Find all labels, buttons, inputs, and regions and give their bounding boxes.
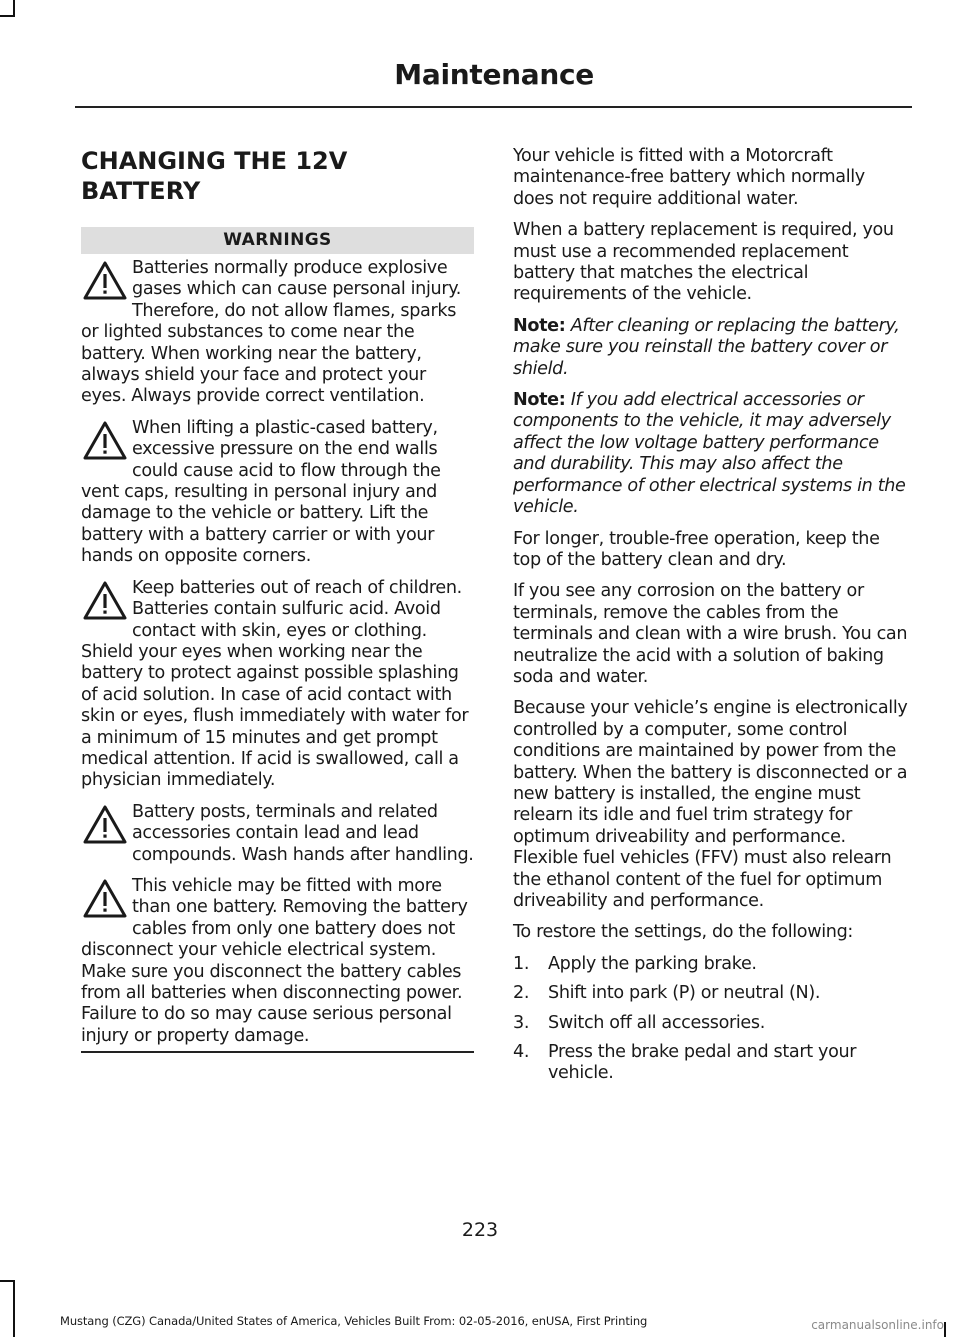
warnings-heading: WARNINGS — [81, 227, 474, 254]
note-text: If you add electrical accessories or components to the vehicle, it may adversely affect the low voltage battery performance and durability. This may also affect the performance of other electrical systems in the vehicle. — [513, 390, 906, 518]
warning-item — [81, 876, 474, 1047]
left-column — [81, 146, 474, 1053]
list-text: Press the brake pedal and start your vehicle. — [548, 1042, 857, 1084]
warning-text: Battery posts, terminals and related accessories contain lead and lead compounds. Wash hands after handling. — [132, 801, 474, 865]
warning-triangle-icon — [81, 420, 129, 462]
paragraph: If you see any corrosion on the battery or terminals, remove the cables from the terminals and clean with a wire brush. You can neutralize the acid with a solution of baking soda and water. — [513, 581, 908, 687]
warning-triangle-icon — [81, 260, 129, 302]
crop-mark — [944, 1322, 946, 1337]
footer-text: Mustang (CZG) Canada/United States of America, Vehicles Built From: 02-05-2016, enUSA, First Printing — [60, 1314, 648, 1328]
warning-triangle-icon — [81, 878, 129, 920]
warning-item — [81, 418, 474, 568]
list-number: 2. — [513, 983, 530, 1004]
warning-triangle-icon — [81, 580, 129, 622]
warning-text: This vehicle may be fitted with more than one battery. Removing the battery cables from only one battery does not disconnect your vehicle electrical system. Make sure you disconnect the battery cables from all batteries when disconnecting power. Failure to do so may cause serious personal injury or property damage. — [81, 875, 468, 1046]
list-text: Switch off all accessories. — [548, 1012, 765, 1033]
warning-item — [81, 578, 474, 792]
note-label: Note: — [513, 390, 566, 411]
paragraph: When a battery replacement is required, you must use a recommended replacement battery that matches the electrical requirements of the vehicle. — [513, 220, 894, 305]
list-item — [513, 954, 909, 975]
warnings-end-rule — [81, 1051, 474, 1053]
list-number: 1. — [513, 953, 530, 974]
page-number: 223 — [461, 1219, 499, 1241]
warning-text: When lifting a plastic-cased battery, excessive pressure on the end walls could cause acid to flow through the vent caps, resulting in personal injury and damage to the vehicle or battery. Lift the battery with a battery carrier or with your hands on opposite corners. — [81, 417, 441, 567]
warning-item — [81, 802, 474, 866]
list-item — [513, 1013, 909, 1034]
list-number: 3. — [513, 1012, 530, 1033]
note — [513, 390, 909, 518]
list-item — [513, 1042, 909, 1085]
warning-text: Batteries normally produce explosive gases which can cause personal injury. Therefore, do not allow flames, sparks or lighted substances to come near the battery. When working near the battery, always shield your face and protect your eyes. Always provide correct ventilation. — [81, 258, 462, 407]
warning-text: Keep batteries out of reach of children. Batteries contain sulfuric acid. Avoid contact with skin, eyes or clothing. Shield your eyes when working near the battery to protect against possible splashing of acid solution. In case of acid contact with skin or eyes, flush immediately with water for a minimum of 15 minutes and get prompt medical attention. If acid is swallowed, call a physician immediately. — [81, 577, 469, 791]
list-item — [513, 983, 909, 1004]
crop-mark — [0, 1280, 15, 1282]
list-text: Apply the parking brake. — [548, 953, 757, 974]
paragraph: Your vehicle is fitted with a Motorcraft maintenance-free battery which normally does not require additional water. — [513, 146, 865, 209]
list-text: Shift into park (P) or neutral (N). — [548, 983, 821, 1004]
list-number: 4. — [513, 1042, 530, 1063]
right-column — [513, 146, 909, 1093]
note — [513, 316, 909, 380]
crop-mark — [0, 15, 15, 17]
watermark: carmanualsonline.info — [811, 1318, 944, 1332]
warning-triangle-icon — [81, 804, 129, 846]
paragraph: For longer, trouble-free operation, keep the top of the battery clean and dry. — [513, 528, 880, 570]
paragraph: Because your vehicle’s engine is electronically controlled by a computer, some control conditions are maintained by power from the battery. When the battery is disconnected or a new battery is installed, the engine must relearn its idle and fuel trim strategy for optimum driveability and performance. Flexible fuel vehicles (FFV) must also relearn the ethanol content of the fuel for optimum driveability and performance. — [513, 698, 908, 911]
header-rule — [75, 106, 912, 108]
warning-item — [81, 258, 474, 408]
note-text: After cleaning or replacing the battery, make sure you reinstall the battery cover or shield. — [513, 315, 900, 379]
page-title: Maintenance — [394, 58, 594, 91]
crop-mark — [13, 1280, 15, 1337]
note-label: Note: — [513, 315, 566, 336]
section-title: CHANGING THE 12V BATTERY — [81, 147, 348, 205]
paragraph: To restore the settings, do the following: — [513, 922, 854, 943]
